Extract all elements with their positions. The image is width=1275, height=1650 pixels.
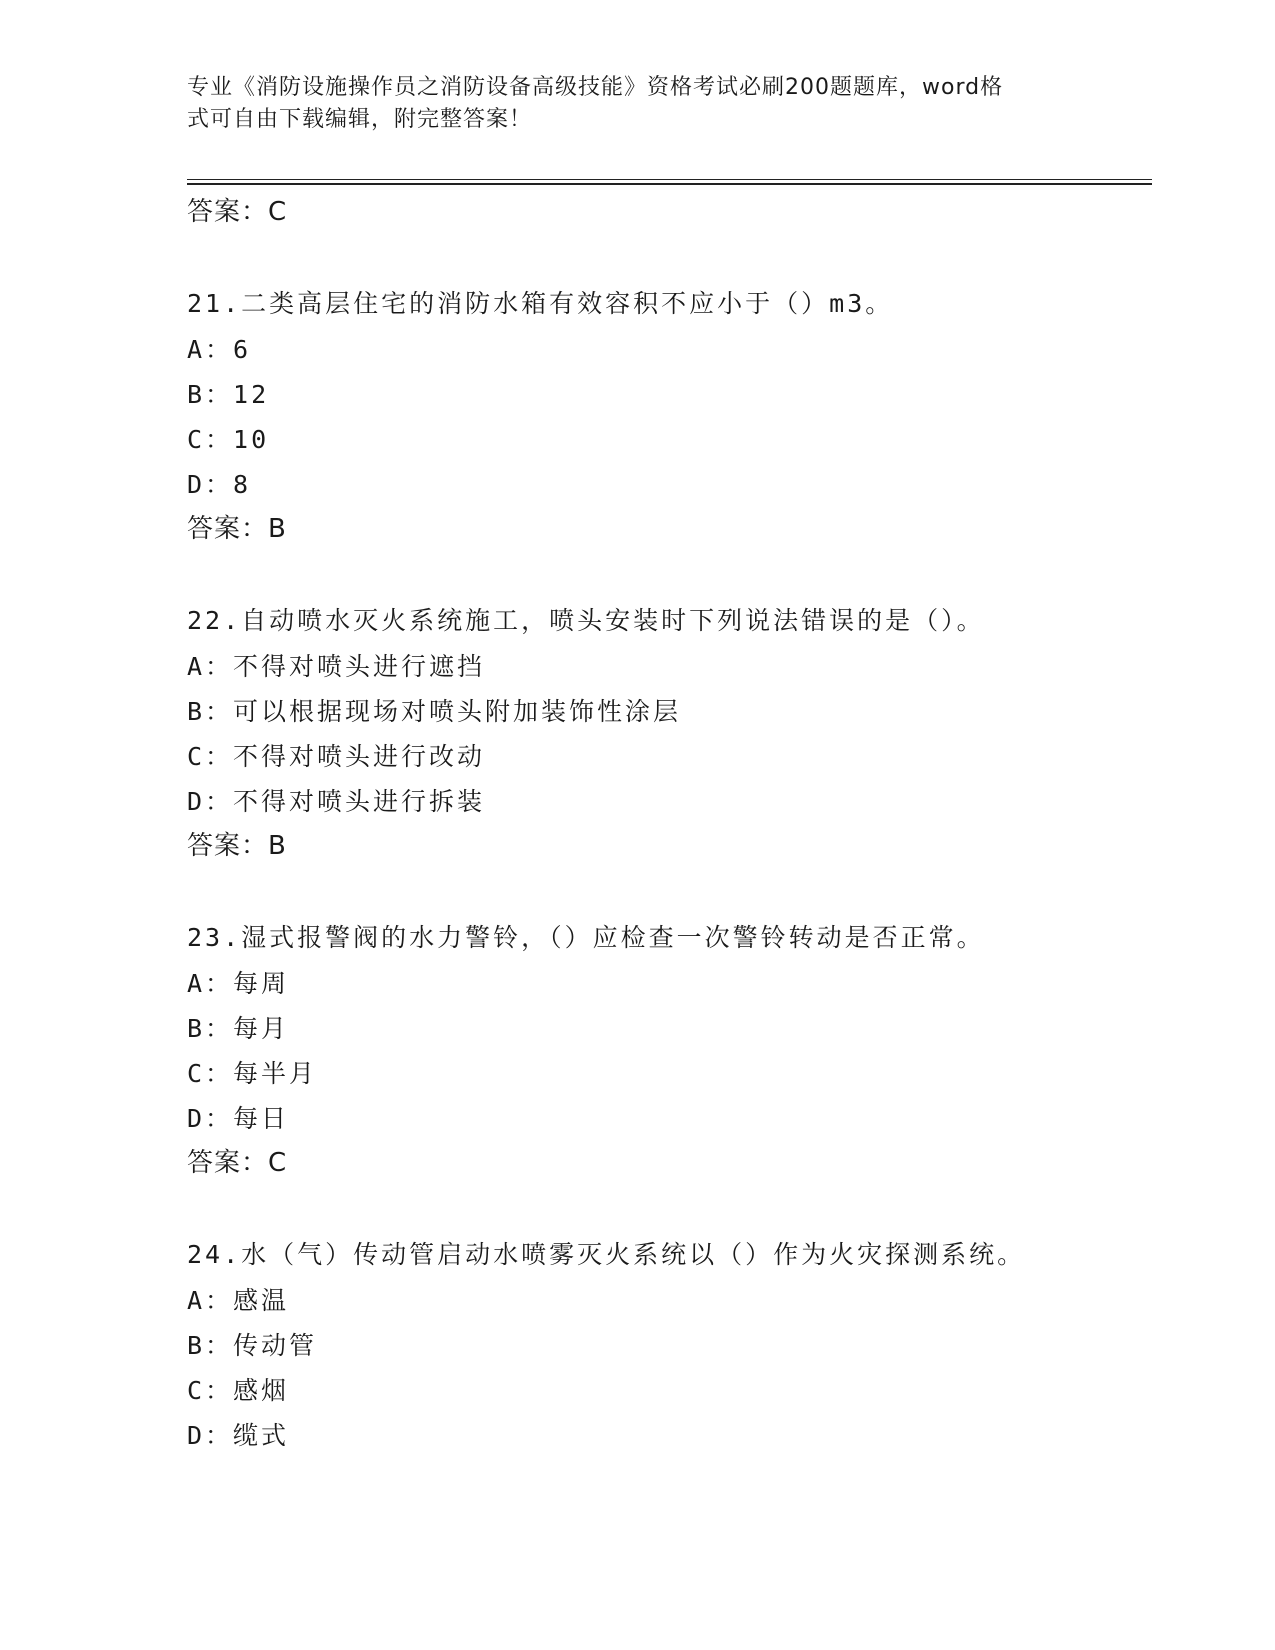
spacer: [187, 552, 1152, 598]
header-divider-thick: [187, 183, 1152, 185]
question-block: [187, 598, 1152, 869]
header-divider-thin: [187, 179, 1152, 180]
question-block: [187, 281, 1152, 552]
option-b: B：每月: [187, 1014, 290, 1043]
option-b: B：12: [187, 380, 270, 409]
spacer: [187, 869, 1152, 915]
spacer: [187, 235, 1152, 281]
option-c: C：10: [187, 425, 270, 454]
question-answer: 答案：C: [187, 1148, 288, 1178]
spacer: [187, 1186, 1152, 1232]
header-line-2: 式可自由下载编辑，附完整答案！: [187, 107, 533, 132]
previous-answer: 答案：C: [187, 197, 288, 227]
option-a: A：感温: [187, 1286, 290, 1315]
question-block: [187, 1232, 1152, 1458]
option-d: D：8: [187, 470, 252, 499]
option-c: C：感烟: [187, 1376, 290, 1405]
question-list: [187, 190, 1152, 1458]
question-stem: 24.水（气）传动管启动水喷雾灭火系统以（）作为火灾探测系统。: [187, 1240, 1026, 1269]
question-answer: 答案：B: [187, 831, 287, 861]
option-a: A：不得对喷头进行遮挡: [187, 652, 486, 681]
option-d: D：缆式: [187, 1421, 290, 1450]
question-block: [187, 915, 1152, 1186]
header-line-1: 专业《消防设施操作员之消防设备高级技能》资格考试必刷200题题库，word格: [187, 75, 1004, 100]
question-stem: 22.自动喷水灭火系统施工，喷头安装时下列说法错误的是（）。: [187, 606, 985, 635]
question-stem: 21.二类高层住宅的消防水箱有效容积不应小于（）m3。: [187, 289, 894, 318]
option-a: A：6: [187, 335, 252, 364]
option-c: C：不得对喷头进行改动: [187, 742, 486, 771]
option-a: A：每周: [187, 969, 290, 998]
question-answer: 答案：B: [187, 514, 287, 544]
option-c: C：每半月: [187, 1059, 318, 1088]
question-stem: 23.湿式报警阀的水力警铃，（）应检查一次警铃转动是否正常。: [187, 923, 985, 952]
document-header: [187, 72, 1067, 136]
option-d: D：每日: [187, 1104, 290, 1133]
option-b: B：可以根据现场对喷头附加装饰性涂层: [187, 697, 682, 726]
option-d: D：不得对喷头进行拆装: [187, 787, 486, 816]
option-b: B：传动管: [187, 1331, 318, 1360]
